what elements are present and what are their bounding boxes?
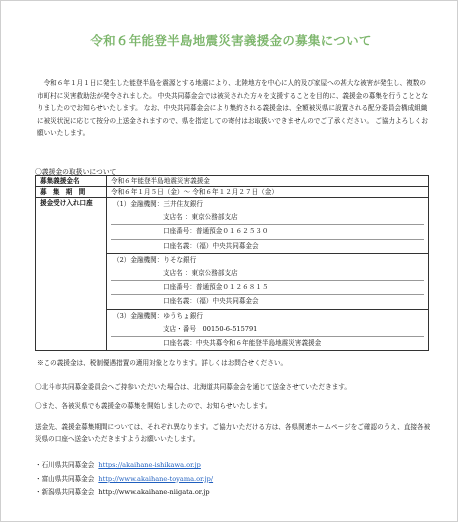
toyama-link[interactable]: http://www.akaihane-toyama.or.jp/	[98, 474, 214, 483]
prefecture-link-list	[35, 459, 213, 500]
link-org-name: ・新潟県共同募金会	[35, 488, 95, 496]
intro-paragraph: 令和６年１月１日に発生した能登半島を震源とする地震により、北陸地方を中心に人的及び家屋への甚大な被害が発生し、複数の市町村に災害救助法が発令されました。 中央共同募金会では被災された方々を支援することを目的に、義援金の募集を行うこととなりましたのでお知らせいたします。 なお、中央共同募金会により集約される義援金は、全額被災県に設置される配分委員会構成組織に被災状況に応じて按分の上送金されますので、県を指定しての寄付はお取扱いできませんのでご了承ください。 ご協力よろしくお願いいたします。	[37, 79, 429, 137]
period-label: 募 集 期 間	[36, 187, 107, 198]
period-value: 令和６年１月５日（金）～ 令和６年１２月２７日（金）	[107, 187, 429, 198]
accounts-cell	[107, 198, 429, 351]
table-row	[36, 176, 429, 187]
table-row	[36, 187, 429, 198]
list-item	[35, 486, 213, 500]
remittance-paragraph: 送金先、義援金募集期間については、それぞれ異なります。ご協力いただける方は、各県関連ホームページをご確認のうえ、直接各被災県の口座へ送金いただきますようお願いいたします。	[35, 423, 431, 443]
niigata-url: http://www.akaihane-niigata.or.jp	[98, 488, 210, 496]
page-title: 令和６年能登半島地震災害義援金の募集について	[90, 33, 372, 48]
donation-info-table	[35, 175, 429, 351]
table-row	[36, 198, 429, 351]
tax-note: ※この義援金は、税制優遇措置の適用対象となります。詳しくはお問合せください。	[37, 359, 288, 367]
bank-line: 支店名 ：東京公務部支店	[111, 267, 424, 281]
other-prefectures-paragraph: 〇また、各被災県でも義援金の募集を開始しましたので、お知らせいたします。	[35, 402, 272, 410]
name-label: 募集義援金名	[36, 176, 107, 187]
hokuto-paragraph: 〇北斗市共同募金委員会へご持参いただいた場合は、北海道共同募金会を通じて送金させていただきます。	[35, 383, 351, 391]
bank-line: 口座名義：中央共募令和６年能登半島地震災害義援金	[163, 338, 322, 347]
bank-head: （3）金融機関：ゆうちょ銀行	[113, 311, 203, 320]
bank-line: 支店名 ：東京公務部支店	[111, 211, 424, 225]
bank-line: 口座名義：（福）中央共同募金会	[163, 241, 259, 250]
section-heading: 〇義援金の取扱いについて	[35, 168, 117, 176]
name-value: 令和６年能登半島地震災害義援金	[107, 176, 429, 187]
bank-line: 口座名義：（福）中央共同募金会	[163, 297, 259, 306]
accounts-label: 援金受け入れ口座	[36, 198, 107, 351]
bank-block-2	[107, 254, 428, 310]
link-org-name: ・石川県共同募金会	[35, 461, 95, 469]
bank-line: 支店・番号 00150-6-515791	[111, 323, 424, 337]
bank-line: 口座番号：普通預金０１６２５３０	[111, 225, 424, 239]
bank-block-3	[107, 310, 428, 351]
bank-head: （1）金融機関：三井住友銀行	[113, 200, 203, 208]
bank-block-1	[107, 198, 428, 254]
list-item	[35, 473, 213, 487]
bank-head: （2）金融機関：りそな銀行	[113, 255, 197, 264]
ishikawa-link[interactable]: https://akaihane-ishikawa.or.jp	[98, 461, 201, 469]
link-org-name: ・富山県共同募金会	[35, 474, 95, 483]
list-item	[35, 459, 213, 473]
bank-line: 口座番号：普通預金０１２６８１５	[111, 281, 424, 295]
